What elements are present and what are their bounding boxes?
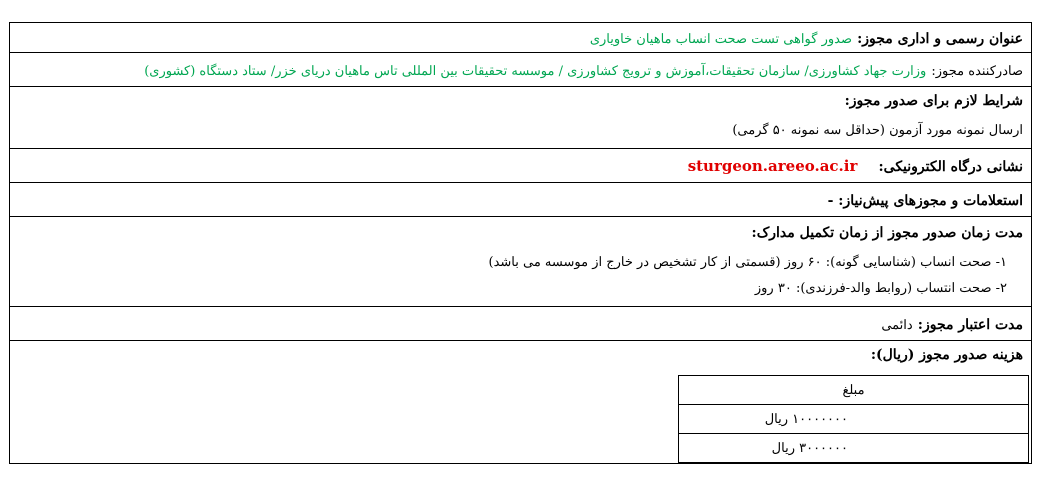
validity-value: دائمی [881,318,913,333]
portal-url-link[interactable]: sturgeon.areeo.ac.ir [687,157,858,175]
fee-table-header: مبلغ [679,376,1029,405]
prerequisites-row [10,183,1031,217]
table-row [679,434,1029,463]
issuance-time-item-1: ۱- صحت انساب (شناسایی گونه): ۶۰ روز (قسمتی از کار تشخیص در خارج از موسسه می باشد) [488,255,1007,270]
issuer-label: صادرکننده مجوز: [931,64,1023,79]
license-title-label: عنوان رسمی و اداری مجوز: [857,31,1023,47]
prerequisites-label: استعلامات و مجوزهای پیش‌نیاز: - [827,193,1023,209]
license-info-document [9,22,1032,464]
license-title-row [10,23,1031,53]
issuance-time-row [10,217,1031,307]
fee-table [678,375,1029,463]
fee-label: هزینه صدور مجوز (ریال): [870,347,1023,363]
requirements-value: ارسال نمونه مورد آزمون (حداقل سه نمونه ۵۰ گرمی) [732,123,1023,138]
issuer-value: وزارت جهاد کشاورزی/ سازمان تحقیقات،آموزش و ترویج کشاورزی / موسسه تحقیقات بین المللی تاس ماهیان دریای خزر/ ستاد دستگاه (کشوری) [144,64,927,79]
issuance-time-item-2: ۲- صحت انتساب (روابط والد-فرزندی): ۳۰ روز [754,281,1007,296]
portal-label: نشانی درگاه الکترونیکی: [878,159,1023,175]
fee-cell [679,434,1029,463]
portal-row [10,149,1031,183]
requirements-label: شرایط لازم برای صدور مجوز: [844,93,1023,109]
table-row [679,405,1029,434]
issuer-row [10,53,1031,87]
license-title-value: صدور گواهی تست صحت انساب ماهیان خاویاری [589,32,852,47]
validity-label: مدت اعتبار مجوز: [917,317,1023,333]
fee-row [10,341,1031,463]
fee-amount: ۳۰۰۰۰۰۰ ریال [771,440,848,456]
validity-row [10,307,1031,341]
table-row [679,376,1029,405]
issuance-time-label: مدت زمان صدور مجوز از زمان تکمیل مدارک: [751,225,1023,241]
fee-amount: ۱۰۰۰۰۰۰۰ ریال [764,411,848,427]
fee-cell [679,405,1029,434]
requirements-row [10,87,1031,149]
